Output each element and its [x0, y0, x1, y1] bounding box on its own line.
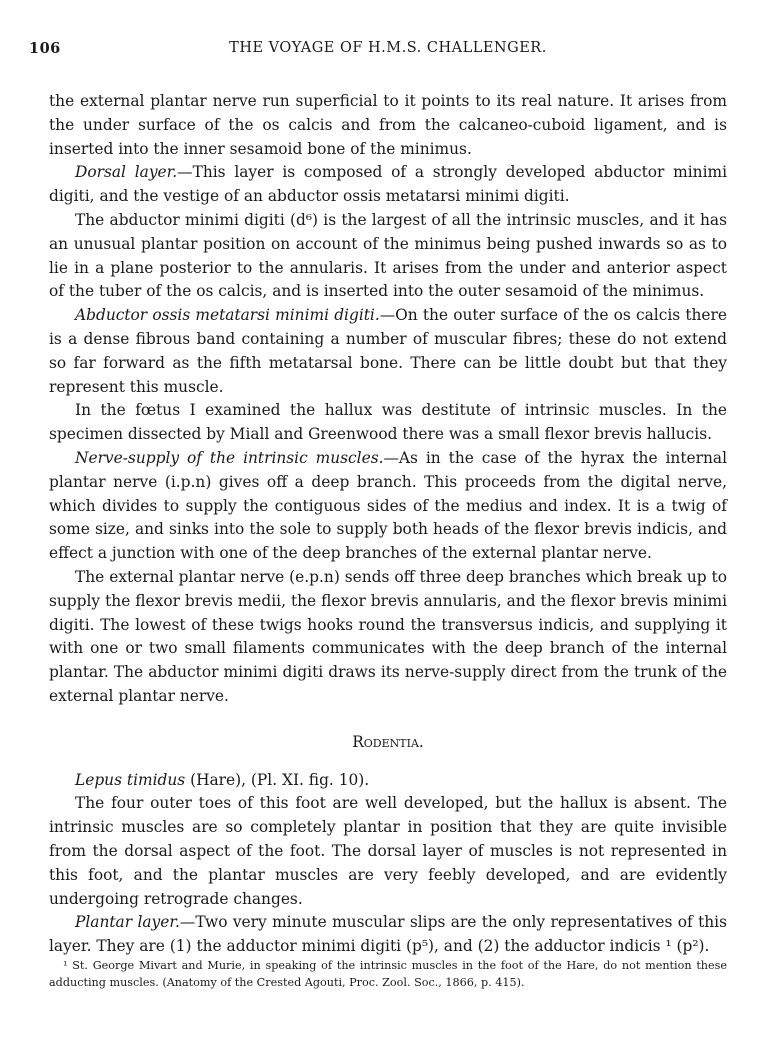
paragraph-text: This layer is composed of a strongly developed abductor minimi digiti, and the vestige of an abductor ossis metatarsi minimi digiti. [49, 163, 728, 206]
paragraph-text: As in the case of the hyrax the internal plantar nerve (i.p.n) gives off a deep branch. This proceeds from the digital nerve, which divides to supply the contiguous sides of the medius and index. It is a twig of some size, and sinks into the sole to supply both heads of the flexor brevis indicis, and effect a junction with one of the deep branches of the external plantar nerve. [49, 448, 727, 563]
paragraph-heading: Dorsal layer.— [75, 163, 193, 182]
paragraph-heading: Nerve-supply of the intrinsic muscles.— [75, 448, 399, 467]
paragraph [49, 447, 727, 566]
running-header [29, 40, 727, 62]
paragraph-heading: Plantar layer.— [75, 913, 196, 932]
paragraph: The abductor minimi digiti (d⁶) is the largest of all the intrinsic muscles, and it has an unusual plantar position on account of the minimus being pushed inwards so as to lie in a plane posterior to the annularis. It arises from the under and anterior aspect of the tuber of the os calcis, and is inserted into the outer sesamoid of the minimus. [49, 210, 727, 301]
footnote-text: ¹ St. George Mivart and Murie, in speaking of the intrinsic muscles in the foot of the Hare, do not mention these adducting muscles. (Anatomy of the Crested Agouti, Proc. Zool. Soc., 1866, p. 415). [49, 959, 727, 989]
species-rest: (Hare), (Pl. XI. fig. 10). [185, 770, 370, 789]
footnote [49, 957, 727, 991]
paragraph: In the fœtus I examined the hallux was destitute of intrinsic muscles. In the specimen dissected by Miall and Greenwood there was a small flexor brevis hallucis. [49, 401, 727, 444]
paragraph [49, 304, 727, 399]
paragraph: The external plantar nerve (e.p.n) sends off three deep branches which break up to supply the flexor brevis medii, the flexor brevis annularis, and the flexor brevis minimi digiti. The lowest of these twigs hooks round the transversus indicis, and supplying it with one or two small filaments communicates with the deep branch of the internal plantar. The abductor minimi digiti draws its nerve-supply direct from the trunk of the external plantar nerve. [49, 567, 727, 705]
species-name: Lepus timidus [75, 770, 186, 789]
paragraph: the external plantar nerve run superficial to it points to its real nature. It arises from the under surface of the os calcis and from the calcaneo-cuboid ligament, and is inserted into the inner sesamoid bone of the minimus. [49, 92, 727, 158]
page [29, 40, 728, 959]
paragraph-text: On the outer surface of the os calcis there is a dense fibrous band containing a number of muscular fibres; these do not extend so far forward as the fifth metatarsal bone. There can be little doubt but that they represent this muscle. [49, 306, 727, 396]
running-title: THE VOYAGE OF H.M.S. CHALLENGER. [229, 40, 547, 56]
paragraph-text: Two very minute muscular slips are the only representatives of this layer. They are (1) the adductor minimi digiti (p⁵), and (2) the adductor indicis ¹ (p²). [49, 913, 727, 956]
page-number: 106 [29, 40, 61, 57]
paragraph: The four outer toes of this foot are well developed, but the hallux is absent. The intrinsic muscles are so completely plantar in position that they are quite invisible from the dorsal aspect of the foot. The dorsal layer of muscles is not represented in this foot, and the plantar muscles are very feebly developed, and are evidently undergoing retrograde changes. [49, 794, 727, 908]
body-text [49, 90, 727, 959]
paragraph [49, 911, 727, 959]
species-heading [49, 769, 727, 793]
paragraph-heading: Abductor ossis metatarsi minimi digiti.— [75, 306, 396, 325]
paragraph [49, 161, 727, 209]
section-heading: Rodentia. [352, 732, 424, 751]
